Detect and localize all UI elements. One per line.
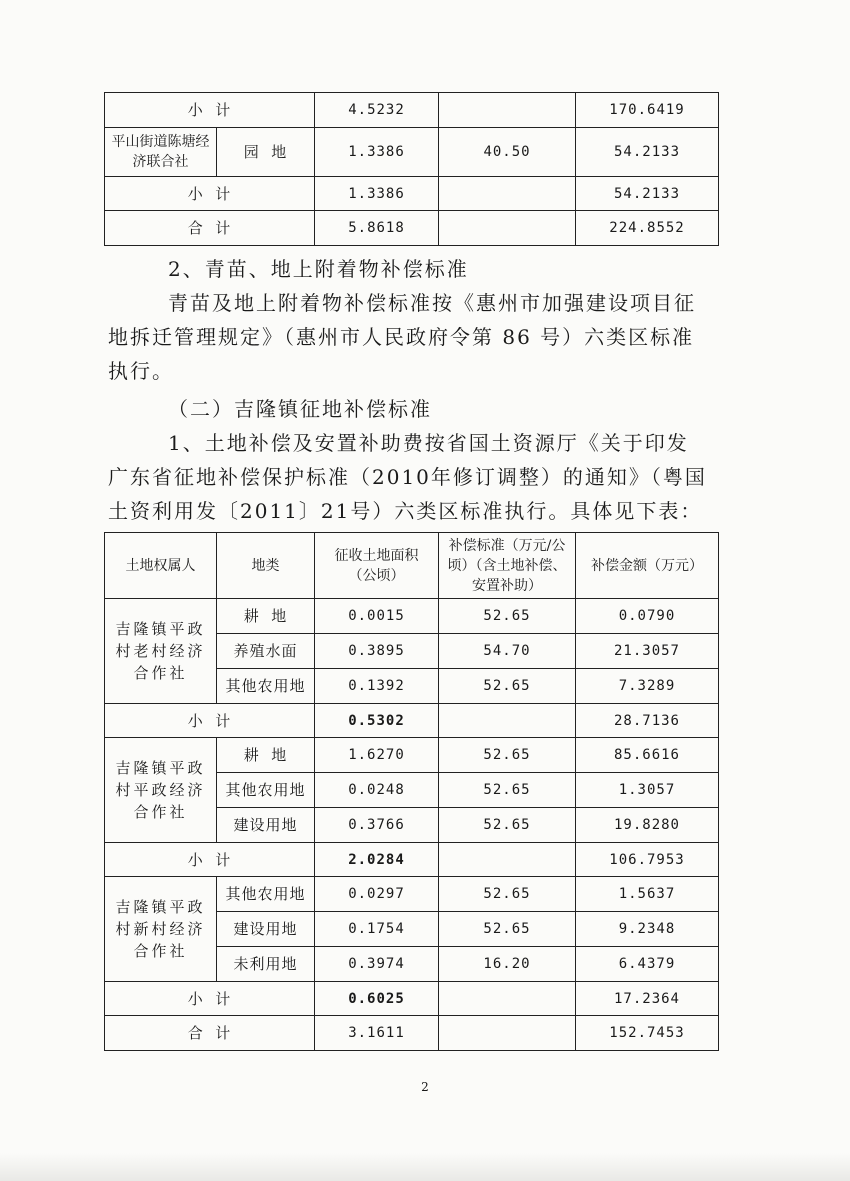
owner-cell: 平山街道陈塘经济联合社 (105, 128, 217, 177)
land-type-cell: 建设用地 (217, 912, 315, 947)
area-cell: 3.1611 (315, 1016, 439, 1051)
rate-cell: 52.65 (439, 912, 576, 947)
subtotal-label: 小 计 (105, 704, 315, 738)
land-type-cell: 园 地 (217, 128, 315, 177)
land-type-cell: 养殖水面 (217, 634, 315, 669)
table-row (105, 128, 719, 177)
subtotal-label: 小 计 (105, 982, 315, 1016)
amount-cell: 7.3289 (576, 669, 719, 704)
header-land-type: 地类 (217, 533, 315, 599)
rate-cell: 52.65 (439, 808, 576, 843)
area-cell: 5.8618 (315, 211, 439, 246)
rate-cell (439, 843, 576, 877)
amount-cell: 170.6419 (576, 93, 719, 128)
land-type-cell: 其他农用地 (217, 773, 315, 808)
header-owner: 土地权属人 (105, 533, 217, 599)
area-cell: 1.3386 (315, 177, 439, 211)
area-cell: 0.0297 (315, 877, 439, 912)
rate-cell (439, 1016, 576, 1051)
subtotal-row (105, 843, 719, 877)
table-row (105, 599, 719, 634)
land-type-cell: 其他农用地 (217, 877, 315, 912)
compensation-table-jilong (104, 532, 719, 1051)
amount-cell: 17.2364 (576, 982, 719, 1016)
subtotal-row (105, 982, 719, 1016)
area-cell: 0.3766 (315, 808, 439, 843)
subtotal-label: 小 计 (105, 93, 315, 128)
area-cell: 0.0248 (315, 773, 439, 808)
rate-cell: 54.70 (439, 634, 576, 669)
amount-cell: 28.7136 (576, 704, 719, 738)
owner-cell: 吉隆镇平政村老村经济合作社 (105, 599, 217, 704)
subtotal-label: 小 计 (105, 843, 315, 877)
land-type-cell: 其他农用地 (217, 669, 315, 704)
land-type-cell: 未利用地 (217, 947, 315, 982)
table-row (105, 177, 719, 211)
area-cell: 0.0015 (315, 599, 439, 634)
amount-cell: 9.2348 (576, 912, 719, 947)
rate-cell: 52.65 (439, 738, 576, 773)
table-row (105, 877, 719, 912)
total-label: 合 计 (105, 211, 315, 246)
area-cell: 2.0284 (315, 843, 439, 877)
area-cell: 1.6270 (315, 738, 439, 773)
land-type-cell: 耕 地 (217, 738, 315, 773)
area-cell: 4.5232 (315, 93, 439, 128)
rate-cell (439, 704, 576, 738)
table-header-row (105, 533, 719, 599)
rate-cell (439, 982, 576, 1016)
table-row (105, 93, 719, 128)
rate-cell (439, 211, 576, 246)
rate-cell: 52.65 (439, 773, 576, 808)
rate-cell (439, 93, 576, 128)
rate-cell: 52.65 (439, 599, 576, 634)
amount-cell: 224.8552 (576, 211, 719, 246)
rate-cell: 52.65 (439, 669, 576, 704)
amount-cell: 106.7953 (576, 843, 719, 877)
land-type-cell: 耕 地 (217, 599, 315, 634)
amount-cell: 54.2133 (576, 177, 719, 211)
header-area: 征收土地面积（公顷） (315, 533, 439, 599)
subtotal-row (105, 704, 719, 738)
total-label: 合 计 (105, 1016, 315, 1051)
area-cell: 0.1392 (315, 669, 439, 704)
page-bottom-edge (0, 1153, 850, 1181)
amount-cell: 152.7453 (576, 1016, 719, 1051)
area-cell: 0.6025 (315, 982, 439, 1016)
amount-cell: 1.5637 (576, 877, 719, 912)
area-cell: 0.5302 (315, 704, 439, 738)
area-cell: 0.1754 (315, 912, 439, 947)
table-row (105, 738, 719, 773)
owner-cell: 吉隆镇平政村新村经济合作社 (105, 877, 217, 982)
section-heading-jilong: （二）吉隆镇征地补偿标准 (168, 397, 432, 421)
rate-cell: 40.50 (439, 128, 576, 177)
header-amount: 补偿金额（万元） (576, 533, 719, 599)
paragraph-seedlings-standard: 青苗及地上附着物补偿标准按《惠州市加强建设项目征地拆迁管理规定》（惠州市人民政府令第 86 号）六类区标准执行。 (108, 291, 696, 383)
area-cell: 1.3386 (315, 128, 439, 177)
section-heading-seedlings: 2、青苗、地上附着物补偿标准 (168, 257, 469, 281)
amount-cell: 1.3057 (576, 773, 719, 808)
paragraph-land-compensation: 1、土地补偿及安置补助费按省国土资源厅《关于印发广东省征地补偿保护标准（2010年修订调整）的通知》（粤国土资利用发〔2011〕21号）六类区标准执行。具体见下表： (108, 431, 707, 523)
amount-cell: 6.4379 (576, 947, 719, 982)
header-rate: 补偿标准（万元/公顷）（含土地补偿、安置补助） (439, 533, 576, 599)
page-number: 2 (421, 1080, 429, 1094)
owner-cell: 吉隆镇平政村平政经济合作社 (105, 738, 217, 843)
amount-cell: 19.8280 (576, 808, 719, 843)
rate-cell (439, 177, 576, 211)
amount-cell: 0.0790 (576, 599, 719, 634)
rate-cell: 52.65 (439, 877, 576, 912)
area-cell: 0.3974 (315, 947, 439, 982)
total-row (105, 1016, 719, 1051)
amount-cell: 54.2133 (576, 128, 719, 177)
table-row (105, 211, 719, 246)
rate-cell: 16.20 (439, 947, 576, 982)
amount-cell: 21.3057 (576, 634, 719, 669)
area-cell: 0.3895 (315, 634, 439, 669)
compensation-table-pingshan (104, 92, 719, 246)
land-type-cell: 建设用地 (217, 808, 315, 843)
amount-cell: 85.6616 (576, 738, 719, 773)
subtotal-label: 小 计 (105, 177, 315, 211)
